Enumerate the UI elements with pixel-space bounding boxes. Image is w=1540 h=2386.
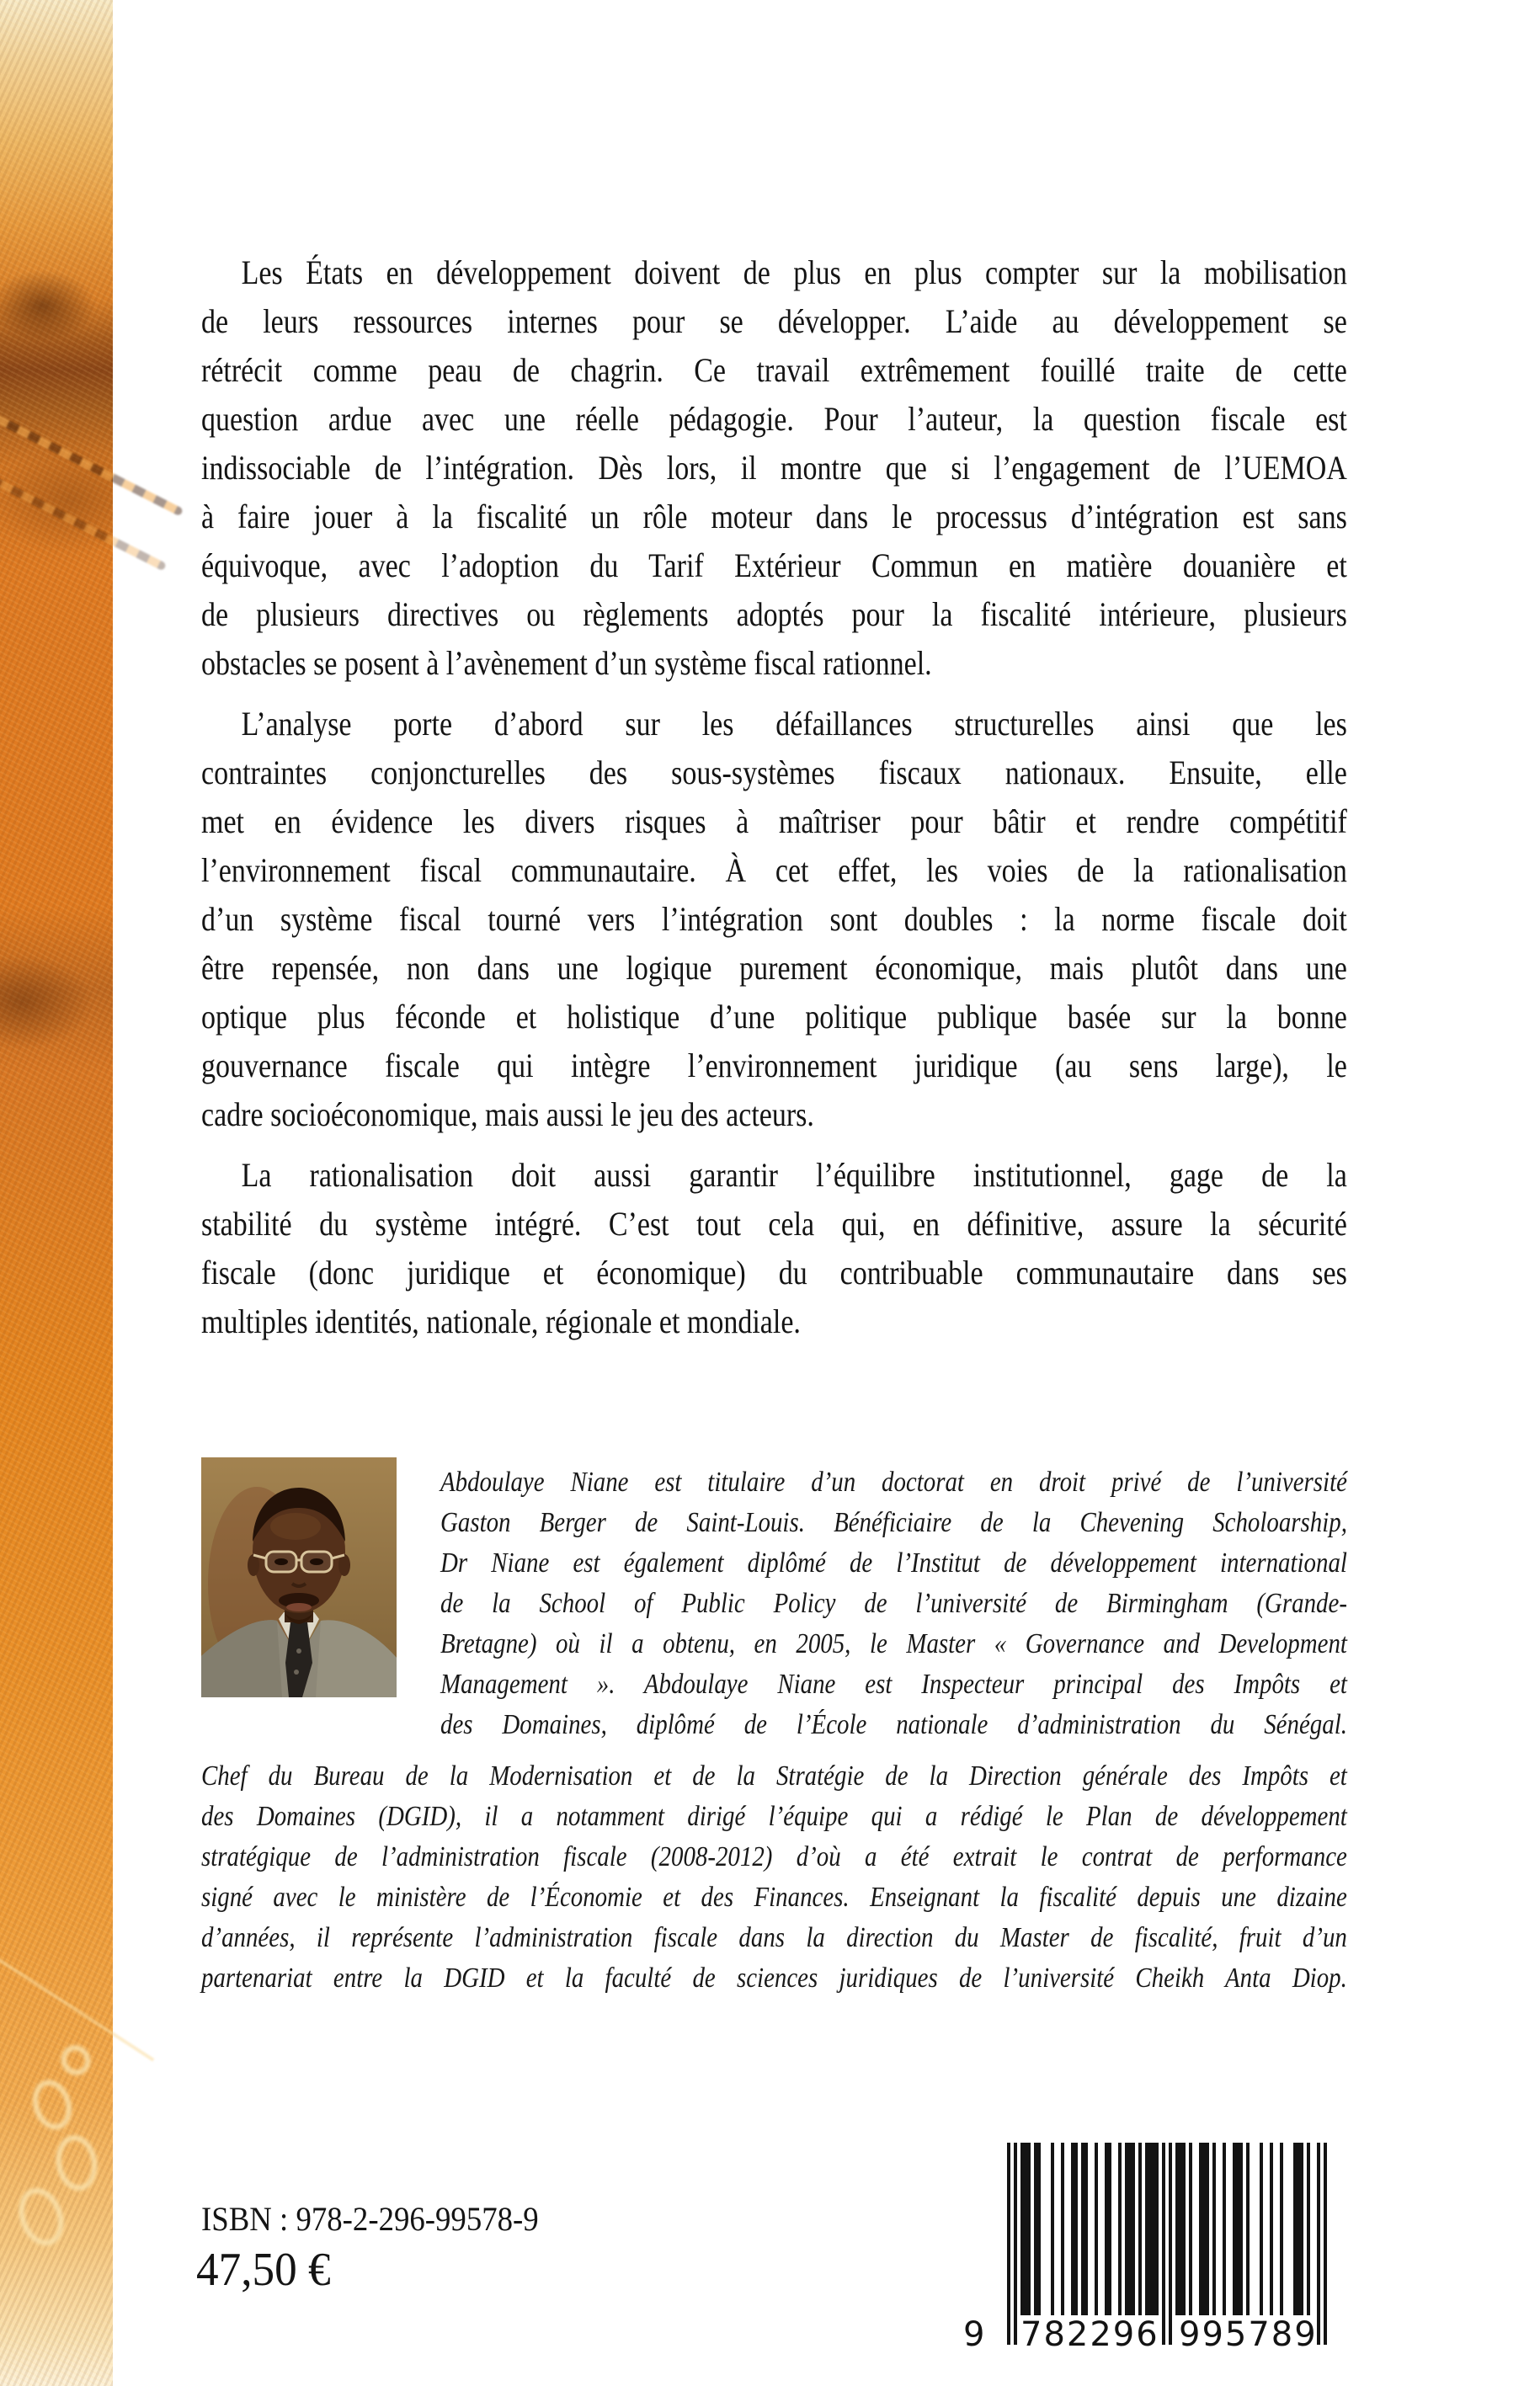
barcode-bar bbox=[1239, 2143, 1243, 2315]
barcode-bars bbox=[1007, 2143, 1327, 2345]
text-line: contraintes conjoncturelles des sous-systèmes fiscaux nationaux. Ensuite, elle bbox=[201, 754, 1347, 791]
barcode-bar bbox=[1138, 2143, 1142, 2315]
barcode-bar bbox=[1280, 2143, 1283, 2315]
barcode-digits-left: 782296 bbox=[1020, 2315, 1159, 2354]
barcode-bar bbox=[1095, 2143, 1098, 2315]
isbn-label: ISBN : 978-2-296-99578-9 bbox=[201, 2200, 539, 2238]
barcode bbox=[963, 2143, 1327, 2362]
text-line: partenariat entre la DGID et la faculté de sciences juridiques de l’université Cheikh Anta Diop. bbox=[201, 1963, 1347, 1994]
barcode-bar bbox=[1061, 2143, 1064, 2315]
text-line: multiples identités, nationale, régionale et mondiale. bbox=[201, 1302, 801, 1340]
text-line: cadre socioéconomique, mais aussi le jeu des acteurs. bbox=[201, 1095, 814, 1133]
text-line: stratégique de l’administration fiscale (2008-2012) d’où a été extrait le contrat de performance bbox=[201, 1841, 1347, 1872]
text-line: stabilité du système intégré. C’est tout cela qui, en définitive, assure la sécurité bbox=[201, 1205, 1347, 1243]
barcode-bar bbox=[1307, 2143, 1310, 2315]
text-line: optique plus féconde et holistique d’une politique publique basée sur la bonne bbox=[201, 998, 1347, 1036]
author-bio-beside-photo bbox=[440, 1462, 1347, 1745]
barcode-bar bbox=[1037, 2143, 1041, 2315]
author-bio-full-width bbox=[201, 1756, 1347, 1999]
text-line: Abdoulaye Niane est titulaire d’un doctorat en droit privé de l’université bbox=[440, 1467, 1347, 1498]
barcode-bar bbox=[1074, 2143, 1078, 2315]
text-line: met en évidence les divers risques à maîtriser pour bâtir et rendre compétitif bbox=[201, 802, 1347, 840]
barcode-bar bbox=[1007, 2143, 1010, 2345]
barcode-digits-right: 995789 bbox=[1179, 2315, 1318, 2354]
text-line: rétrécit comme peau de chagrin. Ce travail extrêmement fouillé traite de cette bbox=[201, 351, 1347, 389]
text-line: l’environnement fiscal communautaire. À cet effet, les voies de la rationalisation bbox=[201, 851, 1347, 889]
barcode-digit-lead: 9 bbox=[963, 2315, 985, 2354]
text-line: équivoque, avec l’adoption du Tarif Extérieur Commun en matière douanière et bbox=[201, 546, 1347, 584]
texture-embossed-glyph bbox=[52, 2132, 102, 2193]
barcode-bar bbox=[1132, 2143, 1135, 2315]
price-label: 47,50 € bbox=[196, 2244, 331, 2296]
barcode-bar bbox=[1246, 2143, 1250, 2315]
barcode-bar bbox=[1051, 2143, 1054, 2315]
text-line: de la School of Public Policy de l’université de Birmingham (Grande- bbox=[440, 1588, 1347, 1619]
texture-embossed-glyph bbox=[27, 2075, 77, 2135]
text-line: être repensée, non dans une logique purement économique, mais plutôt dans une bbox=[201, 949, 1347, 987]
barcode-bar bbox=[1206, 2143, 1209, 2315]
texture-embossed-glyph bbox=[56, 2040, 95, 2080]
barcode-bar bbox=[1317, 2143, 1320, 2345]
barcode-bar bbox=[1189, 2143, 1192, 2315]
texture-rope-streak bbox=[0, 465, 167, 572]
text-line: Dr Niane est également diplômé de l’Institut de développement international bbox=[440, 1547, 1347, 1579]
text-line: des Domaines, diplômé de l’École nationale d’administration du Sénégal. bbox=[440, 1709, 1347, 1740]
barcode-bar bbox=[1300, 2143, 1303, 2315]
barcode-bar bbox=[1162, 2143, 1165, 2345]
text-line: à faire jouer à la fiscalité un rôle moteur dans le processus d’intégration est sans bbox=[201, 498, 1347, 535]
author-photo bbox=[201, 1457, 397, 1697]
spine-texture-strip bbox=[0, 0, 113, 2386]
text-line: d’années, il représente l’administration fiscale dans la direction du Master de fiscalité, fruit d’un bbox=[201, 1922, 1347, 1953]
text-line: d’un système fiscal tourné vers l’intégration sont doubles : la norme fiscale doit bbox=[201, 900, 1347, 938]
text-line: Gaston Berger de Saint-Louis. Bénéficiaire de la Chevening Scholoarship, bbox=[440, 1507, 1347, 1538]
text-line: de plusieurs directives ou règlements adoptés pour la fiscalité intérieure, plusieurs bbox=[201, 595, 1347, 633]
synopsis bbox=[201, 248, 1347, 1346]
barcode-bar bbox=[1108, 2143, 1111, 2315]
barcode-bar bbox=[1084, 2143, 1088, 2315]
texture-embossed-glyph bbox=[12, 2182, 72, 2252]
barcode-bar bbox=[1155, 2143, 1159, 2315]
text-line: question ardue avec une réelle pédagogie. Pour l’auteur, la question fiscale est bbox=[201, 400, 1347, 438]
author-portrait-illustration bbox=[201, 1457, 397, 1697]
text-line: fiscale (donc juridique et économique) du contribuable communautaire dans ses bbox=[201, 1254, 1347, 1292]
barcode-bar bbox=[1027, 2143, 1031, 2315]
text-line: gouvernance fiscale qui intègre l’environnement juridique (au sens large), le bbox=[201, 1047, 1347, 1084]
text-line: Bretagne) où il a obtenu, en 2005, le Master « Governance and Development bbox=[440, 1628, 1347, 1659]
barcode-bar bbox=[1270, 2143, 1273, 2315]
synopsis-paragraph-1 bbox=[201, 248, 1347, 688]
barcode-bar bbox=[1212, 2143, 1216, 2315]
text-line: La rationalisation doit aussi garantir l’équilibre institutionnel, gage de la bbox=[241, 1156, 1347, 1194]
text-line: Management ». Abdoulaye Niane est Inspecteur principal des Impôts et bbox=[440, 1669, 1347, 1700]
synopsis-paragraph-2 bbox=[201, 700, 1347, 1139]
text-line: signé avec le ministère de l’Économie et des Finances. Enseignant la fiscalité depuis une dizaine bbox=[201, 1882, 1347, 1913]
text-line: de leurs ressources internes pour se développer. L’aide au développement se bbox=[201, 302, 1347, 340]
barcode-bar bbox=[1324, 2143, 1327, 2345]
barcode-bar bbox=[1260, 2143, 1263, 2315]
barcode-bar bbox=[1169, 2143, 1172, 2345]
text-line: indissociable de l’intégration. Dès lors, il montre que si l’engagement de l’UEMOA bbox=[201, 449, 1347, 487]
text-line: Les États en développement doivent de plus en plus compter sur la mobilisation bbox=[241, 253, 1347, 291]
barcode-bar bbox=[1014, 2143, 1017, 2345]
text-line: L’analyse porte d’abord sur les défaillances structurelles ainsi que les bbox=[241, 705, 1347, 743]
text-line: obstacles se posent à l’avènement d’un système fiscal rationnel. bbox=[201, 644, 932, 682]
barcode-bar bbox=[1223, 2143, 1226, 2315]
barcode-bar bbox=[1182, 2143, 1186, 2315]
text-line: des Domaines (DGID), il a notamment dirigé l’équipe qui a rédigé le Plan de développement bbox=[201, 1801, 1347, 1832]
synopsis-paragraph-3 bbox=[201, 1151, 1347, 1346]
text-line: Chef du Bureau de la Modernisation et de la Stratégie de la Direction générale des Impôts et bbox=[201, 1760, 1347, 1792]
barcode-bar bbox=[1118, 2143, 1122, 2315]
